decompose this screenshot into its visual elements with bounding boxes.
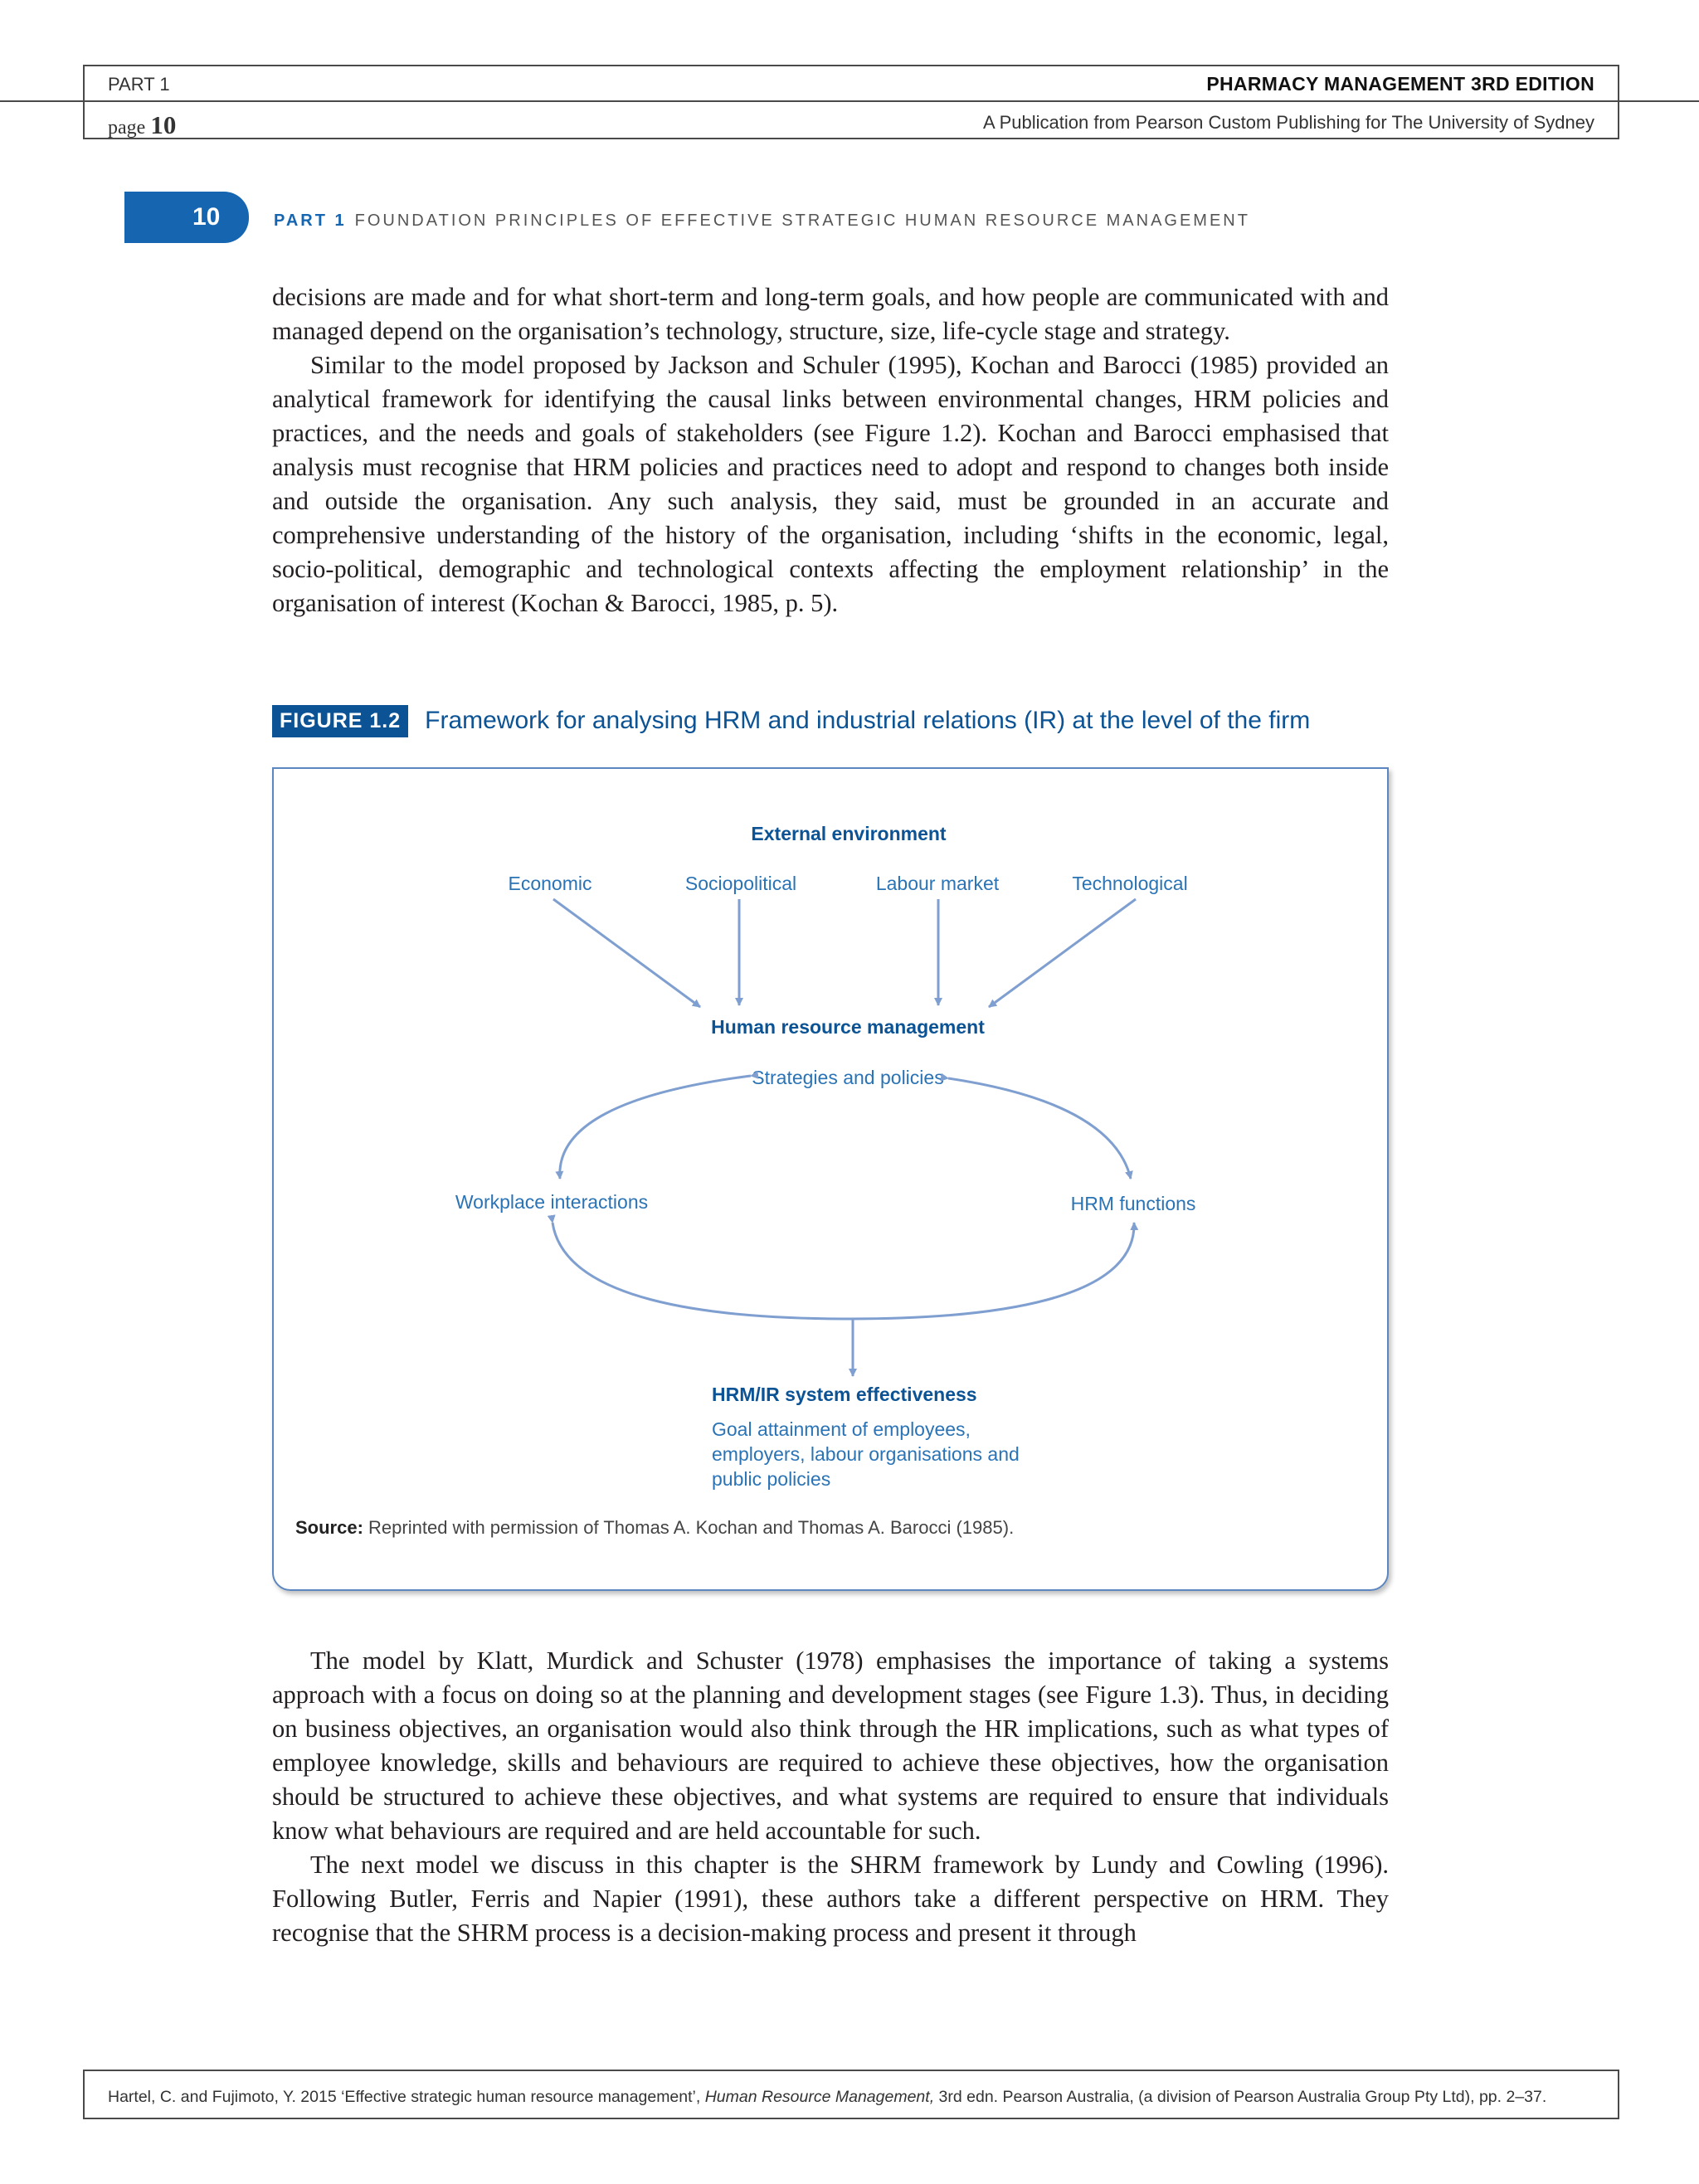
citation-title: Human Resource Management, [704,2088,935,2106]
factor-labour-market: Labour market [875,873,1000,894]
effectiveness-line: employers, labour organisations and [712,1443,1020,1465]
page-prefix: page [108,117,146,139]
paragraph: Similar to the model proposed by Jackson and Schuler (1995), Kochan and Barocci (1985) provided an analytical framework for identifying the causal links between environmental changes, HRM policies and practices, and the needs and goals of stakeholders (see Figure 1.2). Kochan and Barocci emphasised that analysis must recognise that HRM policies and practices need to adopt and respond to changes both inside and outside the organisation. Any such analysis, they said, must be grounded in an accurate and comprehensive understanding of the history of the organisation, including ‘shifts in the economic, legal, socio-political, demographic and technological contexts affecting the employment relationship’ in the organisation of interest (Kochan & Barocci, 1985, p. 5). [272,351,1389,617]
source-text: Reprinted with permission of Thomas A. Kochan and Thomas A. Barocci (1985). [368,1517,1015,1538]
figure-label: FIGURE 1.2 [272,705,408,737]
page-number-label [108,110,176,140]
page-tab: 10 [124,192,249,243]
header-part: PART 1 [108,74,170,95]
header-bottom [83,100,1619,139]
book-title: PHARMACY MANAGEMENT 3RD EDITION [1206,73,1594,95]
paragraph: The next model we discuss in this chapter is the SHRM framework by Lundy and Cowling (1996). Following Butler, Ferris and Napier (1991), these authors take a different perspective on HRM. They recognise that the SHRM process is a decision-making process and present it through [272,1851,1389,1947]
paragraph: decisions are made and for what short-term and long-term goals, and how people are communicated with and managed depend on the organisation’s technology, structure, size, life-cycle stage and strategy. [272,283,1389,345]
factor-sociopolitical: Sociopolitical [684,873,797,894]
paragraph: The model by Klatt, Murdick and Schuster (1978) emphasises the importance of taking a systems approach with a focus on doing so at the planning and development stages (see Figure 1.3). Thus, in deciding on business objectives, an organisation would also think through the HR implications, such as what types of employee knowledge, skills and behaviours are required to achieve these objectives, how the organisation should be structured to achieve these objectives, and what systems are required to ensure that individuals know what behaviours are required and are held accountable for such. [272,1647,1389,1845]
effectiveness-line: public policies [712,1468,831,1490]
arrow-workplace-functions [553,1223,1134,1319]
body-bottom [272,1644,1389,1950]
page-number: 10 [150,110,177,139]
effectiveness-line: Goal attainment of employees, [712,1418,971,1440]
factor-technological: Technological [1072,873,1188,894]
arrow-strategies-workplace [560,1076,751,1179]
factor-economic: Economic [508,873,592,894]
workplace-interactions: Workplace interactions [455,1191,649,1213]
figure-title [272,703,1310,738]
body-top [272,280,1389,620]
source-label: Source: [295,1517,363,1538]
arrow-economic [553,899,700,1007]
figure-box [272,767,1389,1591]
running-head [274,212,1250,231]
strategies-and-policies: Strategies and policies [752,1067,944,1088]
figure-caption: Framework for analysing HRM and industrial relations (IR) at the level of the firm [425,707,1311,734]
external-environment-title: External environment [751,823,947,844]
figure-source [295,1517,1014,1539]
arrow-strategies-functions [948,1078,1131,1179]
arrow-technological [989,899,1136,1007]
hrm-functions: HRM functions [1070,1193,1196,1214]
citation-footer [83,2070,1619,2119]
running-part: PART 1 [274,212,347,230]
header-top [83,65,1619,102]
framework-diagram [274,769,1390,1593]
citation-post: 3rd edn. Pearson Australia, (a division of Pearson Australia Group Pty Ltd), pp. 2–37. [938,2088,1547,2106]
citation-pre: Hartel, C. and Fujimoto, Y. 2015 ‘Effective strategic human resource management’, [108,2088,701,2106]
publication-note: A Publication from Pearson Custom Publishing for The University of Sydney [983,112,1594,133]
hrm-title: Human resource management [711,1016,985,1038]
effectiveness-title: HRM/IR system effectiveness [712,1384,977,1405]
running-section: FOUNDATION PRINCIPLES OF EFFECTIVE STRATEGIC HUMAN RESOURCE MANAGEMENT [354,212,1250,230]
